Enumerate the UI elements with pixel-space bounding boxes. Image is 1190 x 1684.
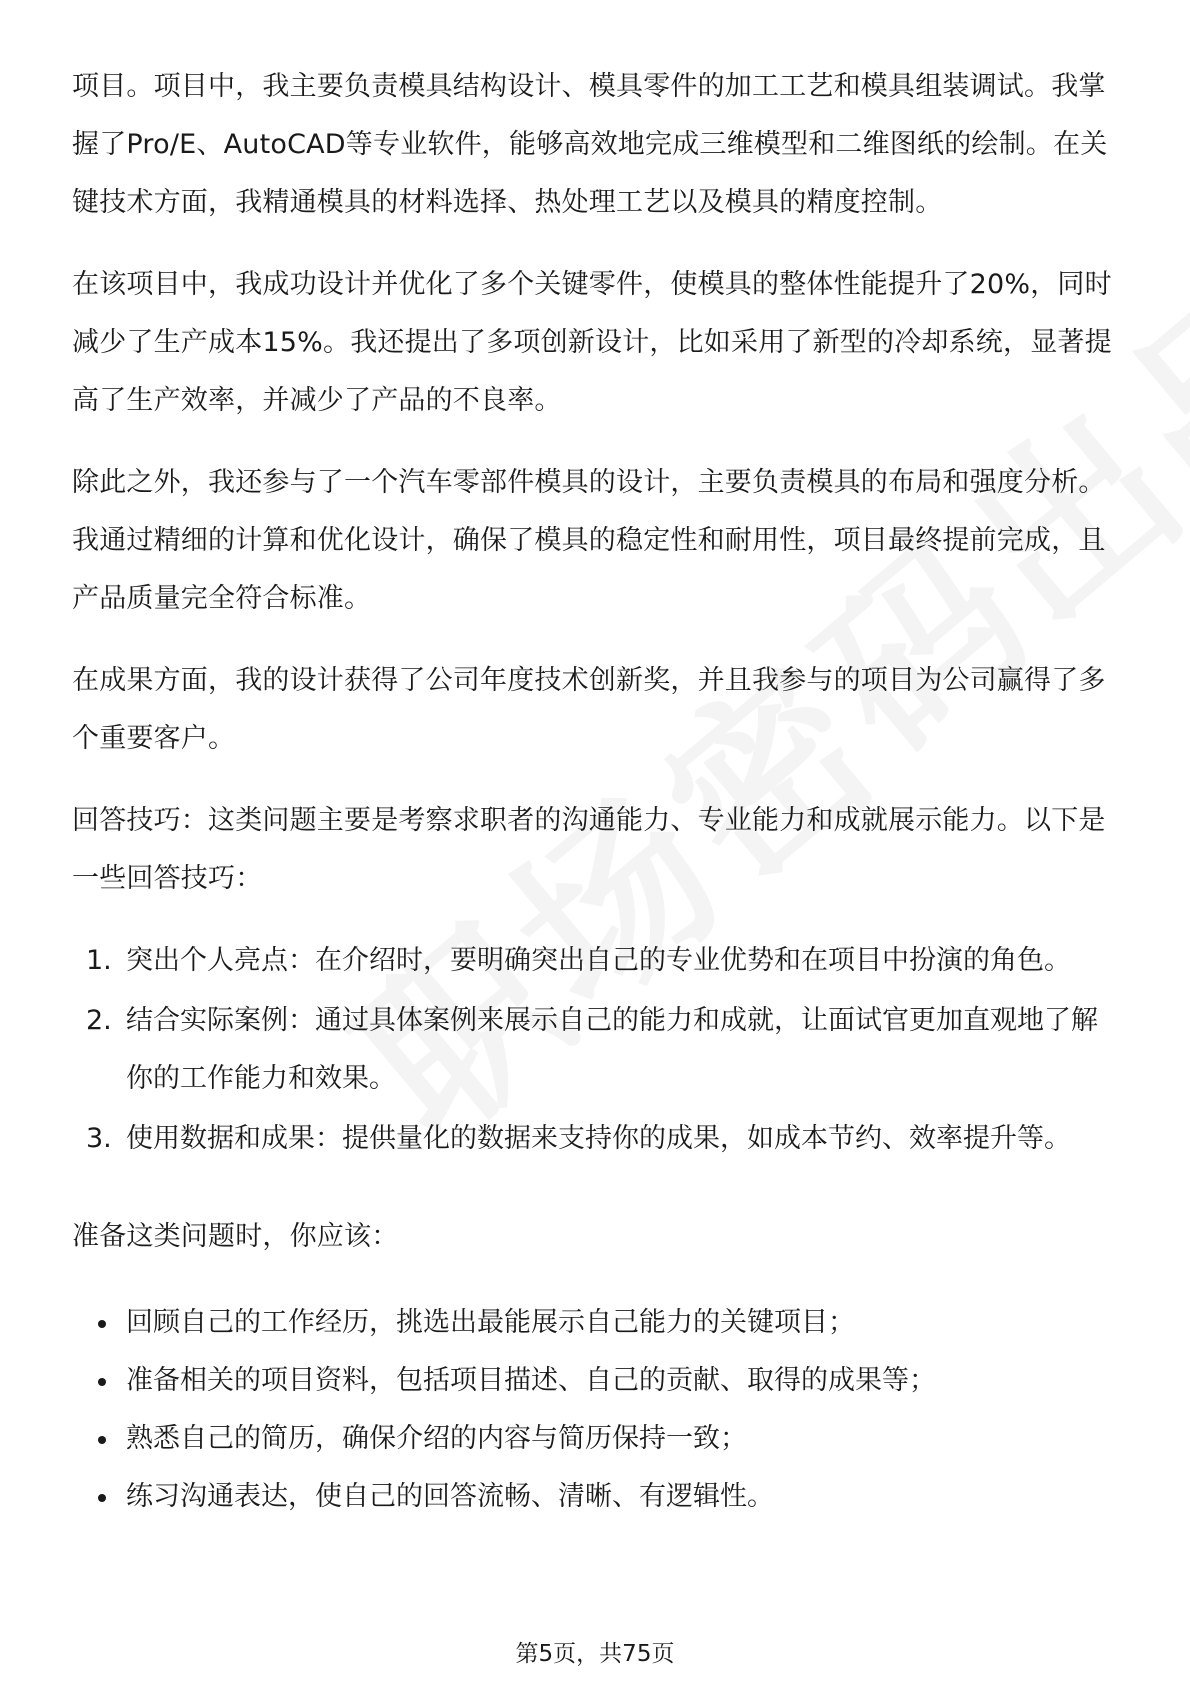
paragraph-achievements: 在成果方面，我的设计获得了公司年度技术创新奖，并且我参与的项目为公司赢得了多个重要客户。 [72, 665, 1106, 754]
list-item [72, 1110, 1122, 1168]
page-content [72, 58, 1122, 1526]
list-item-text: 结合实际案例：通过具体案例来展示自己的能力和成就，让面试官更加直观地了解你的工作能力和效果。 [126, 1005, 1098, 1094]
list-item-text: 准备相关的项目资料，包括项目描述、自己的贡献、取得的成果等； [126, 1365, 936, 1396]
bullet-icon [98, 1494, 106, 1502]
bullet-icon [98, 1378, 106, 1386]
list-item-text: 突出个人亮点：在介绍时，要明确突出自己的专业优势和在项目中扮演的角色。 [126, 945, 1071, 976]
list-item-text: 使用数据和成果：提供量化的数据来支持你的成果，如成本节约、效率提升等。 [126, 1123, 1071, 1154]
list-item [72, 932, 1122, 990]
list-number: 2. [86, 1005, 112, 1036]
list-item [72, 992, 1122, 1108]
page-footer: 第5页，共75页 [515, 1641, 675, 1667]
paragraph-preparation: 准备这类问题时，你应该： [72, 1221, 399, 1252]
bullet-icon [98, 1320, 106, 1328]
list-item [72, 1294, 1122, 1352]
list-number: 3. [86, 1123, 112, 1154]
list-item-text: 练习沟通表达，使自己的回答流畅、清晰、有逻辑性。 [126, 1481, 774, 1512]
list-number: 1. [86, 945, 112, 976]
paragraph-automotive-project: 除此之外，我还参与了一个汽车零部件模具的设计，主要负责模具的布局和强度分析。我通过精细的计算和优化设计，确保了模具的稳定性和耐用性，项目最终提前完成，且产品质量完全符合标准。 [72, 467, 1106, 614]
tips-numbered-list [72, 932, 1122, 1168]
list-item [72, 1352, 1122, 1410]
list-item-text: 熟悉自己的简历，确保介绍的内容与简历保持一致； [126, 1423, 747, 1454]
list-item [72, 1410, 1122, 1468]
paragraph-project-results: 在该项目中，我成功设计并优化了多个关键零件，使模具的整体性能提升了20%，同时减少了生产成本15%。我还提出了多项创新设计，比如采用了新型的冷却系统，显著提高了生产效率，并减少了产品的不良率。 [72, 269, 1112, 416]
paragraph-answer-tips: 回答技巧：这类问题主要是考察求职者的沟通能力、专业能力和成就展示能力。以下是一些回答技巧： [72, 805, 1106, 894]
list-item [72, 1468, 1122, 1526]
preparation-bullet-list [72, 1294, 1122, 1526]
paragraph-project-role: 项目。项目中，我主要负责模具结构设计、模具零件的加工工艺和模具组装调试。我掌握了Pro/E、AutoCAD等专业软件，能够高效地完成三维模型和二维图纸的绘制。在关键技术方面，我精通模具的材料选择、热处理工艺以及模具的精度控制。 [72, 71, 1108, 218]
list-item-text: 回顾自己的工作经历，挑选出最能展示自己能力的关键项目； [126, 1307, 855, 1338]
bullet-icon [98, 1436, 106, 1444]
